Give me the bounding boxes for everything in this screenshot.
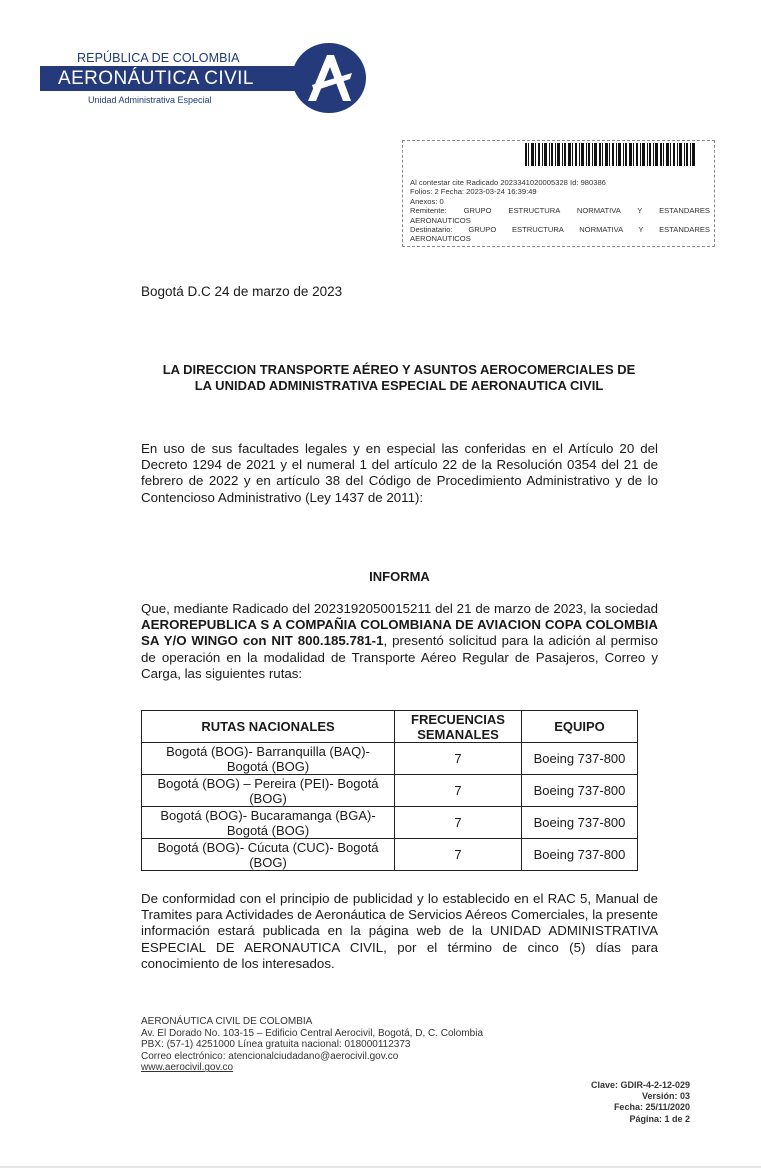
table-row <box>142 775 638 807</box>
table-row <box>142 807 638 839</box>
footer-phone: PBX: (57-1) 4251000 Línea gratuita nacional: 018000112373 <box>141 1039 411 1051</box>
column-header-routes: RUTAS NACIONALES <box>142 711 395 743</box>
footer-email: Correo electrónico: atencionalciudadano@aerocivil.gov.co <box>141 1050 399 1062</box>
equipment-cell: Boeing 737-800 <box>522 807 638 839</box>
informa-heading: INFORMA <box>369 569 430 584</box>
column-header-equipment: EQUIPO <box>522 711 638 743</box>
request-text-end: , presentó solicitud para la adición al permiso de operación en la modalidad de Transporte Aéreo Regular de Pasajeros, Correo y Carga, las siguientes rutas: <box>141 633 658 681</box>
table-row <box>142 743 638 775</box>
radicado-stamp-text <box>410 178 710 244</box>
frequency-cell: 7 <box>395 839 522 871</box>
barcode-icon <box>525 143 695 166</box>
stamp-line: Folios: 2 Fecha: 2023-03-24 16:39:49 <box>410 187 537 197</box>
footer-address: Av. El Dorado No. 103-15 – Edificio Central Aerocivil, Bogotá, D, C. Colombia <box>141 1027 484 1039</box>
doc-version: Versión: 03 <box>641 1091 690 1102</box>
header-agency-title: AERONÁUTICA CIVIL <box>58 68 254 89</box>
equipment-cell: Boeing 737-800 <box>522 743 638 775</box>
doc-pagina: Página: 1 de 2 <box>629 1113 690 1124</box>
route-cell: Bogotá (BOG) – Pereira (PEI)- Bogotá (BOG) <box>142 775 395 807</box>
equipment-cell: Boeing 737-800 <box>522 839 638 871</box>
paragraph-request <box>141 601 658 682</box>
request-company-name: AEROREPUBLICA S A COMPAÑIA COLOMBIANA DE AVIACION COPA COLOMBIA SA Y/O WINGO con NIT 800.185.781-1 <box>141 617 658 649</box>
letter-heading <box>140 362 658 394</box>
stamp-line: Al contestar cite Radicado 2023341020005328 Id: 980386 <box>410 178 606 187</box>
stamp-line: AERONAUTICOS <box>410 215 471 225</box>
header-unit-subtitle: Unidad Administrativa Especial <box>88 95 212 105</box>
stamp-line: Anexos: 0 <box>410 196 444 206</box>
paragraph-publicity: De conformidad con el principio de publicidad y lo establecido en el RAC 5, Manual de Tramites para Actividades de Aeronáutica de Servicios Aéreos Comerciales, la presente información estará publicada en la página web de la UNIDAD ADMINISTRATIVA ESPECIAL DE AERONAUTICA CIVIL, por el término de cinco (5) días para conocimiento de los interesados. <box>141 891 658 971</box>
page-bottom-edge <box>0 1166 761 1168</box>
equipment-cell: Boeing 737-800 <box>522 775 638 807</box>
routes-table <box>141 710 638 871</box>
stamp-line: AERONAUTICOS <box>410 234 471 244</box>
table-row <box>142 839 638 871</box>
table-header-row <box>142 711 638 743</box>
frequency-cell: 7 <box>395 807 522 839</box>
route-cell: Bogotá (BOG)- Barranquilla (BAQ)- Bogotá (BOG) <box>142 743 395 775</box>
column-header-frequency: FRECUENCIAS SEMANALES <box>395 711 522 743</box>
letter-date: Bogotá D.C 24 de marzo de 2023 <box>141 284 343 299</box>
request-text-start: Que, mediante Radicado del 2023192050015211 del 21 de marzo de 2023, la sociedad <box>141 601 658 616</box>
footer-contact <box>141 1016 483 1074</box>
stamp-line: Destinatario: GRUPO ESTRUCTURA NORMATIVA Y ESTANDARES <box>410 225 710 235</box>
heading-line-1: LA DIRECCION TRANSPORTE AÉREO Y ASUNTOS AEROCOMERCIALES DE <box>162 362 636 377</box>
doc-fecha: Fecha: 25/11/2020 <box>613 1102 690 1113</box>
footer-org: AERONÁUTICA CIVIL DE COLOMBIA <box>141 1016 313 1027</box>
frequency-cell: 7 <box>395 743 522 775</box>
footer-website-link[interactable]: www.aerocivil.gov.co <box>141 1062 234 1074</box>
heading-line-2: LA UNIDAD ADMINISTRATIVA ESPECIAL DE AERONAUTICA CIVIL <box>194 378 604 393</box>
doc-clave: Clave: GDIR-4-2-12-029 <box>590 1080 690 1090</box>
aerocivil-logo-icon <box>290 41 368 115</box>
route-cell: Bogotá (BOG)- Cúcuta (CUC)- Bogotá (BOG) <box>142 839 395 871</box>
stamp-line: Remitente: GRUPO ESTRUCTURA NORMATIVA Y ESTANDARES <box>410 206 710 216</box>
document-control-info <box>540 1080 690 1125</box>
header-country: REPÚBLICA DE COLOMBIA <box>77 51 240 65</box>
paragraph-faculties: En uso de sus facultades legales y en especial las conferidas en el Artículo 20 del Decreto 1294 de 2021 y el numeral 1 del artículo 22 de la Resolución 0354 del 21 de febrero de 2022 y en artículo 38 del Código de Procedimiento Administrativo y de lo Contencioso Administrativo (Ley 1437 de 2011): <box>141 441 658 505</box>
route-cell: Bogotá (BOG)- Bucaramanga (BGA)- Bogotá (BOG) <box>142 807 395 839</box>
frequency-cell: 7 <box>395 775 522 807</box>
